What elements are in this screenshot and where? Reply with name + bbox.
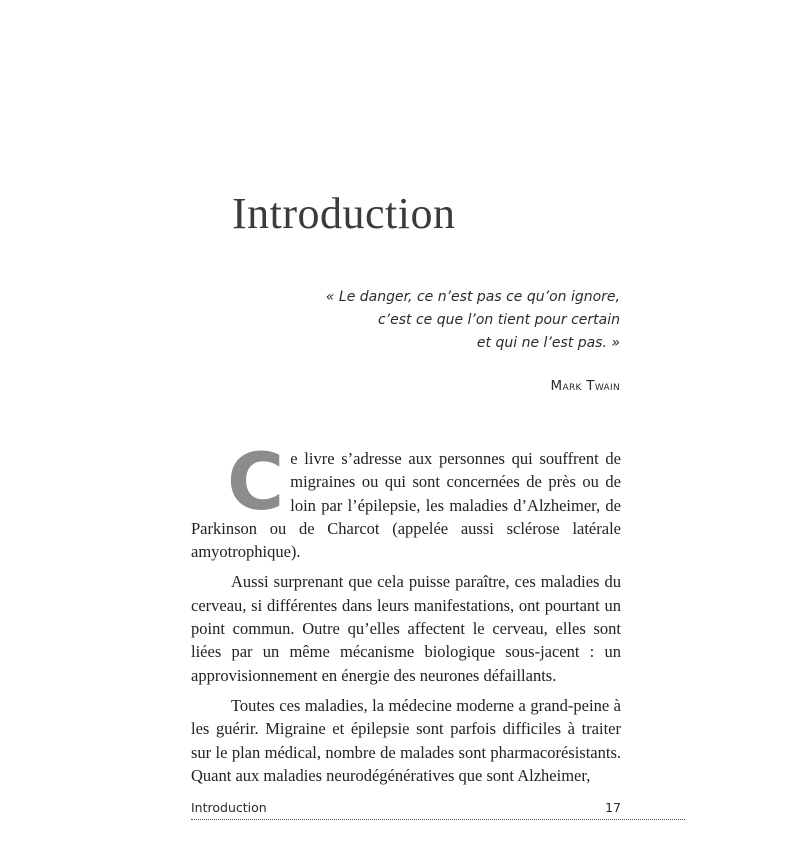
body-text xyxy=(191,438,621,794)
chapter-title: Introduction xyxy=(232,189,456,238)
epigraph-line: « Le danger, ce n’est pas ce qu’on ignore, xyxy=(325,289,620,305)
epigraph-line: et qui ne l’est pas. » xyxy=(476,335,620,351)
epigraph-line: c’est ce que l’on tient pour certain xyxy=(377,312,620,328)
epigraph xyxy=(326,286,620,355)
paragraph xyxy=(191,438,621,563)
epigraph-author: Mark Twain xyxy=(550,378,620,394)
paragraph: Aussi surprenant que cela puisse paraître, ces maladies du cerveau, si différentes dans leurs manifestations, ont pourtant un point commun. Outre qu’elles affectent le cerveau, elles sont liées par un même mécanisme biologique sous-jacent : un approvisionnement en énergie des neurones défaillants. xyxy=(191,572,621,685)
paragraph: Toutes ces maladies, la médecine moderne a grand-peine à les guérir. Migraine et épilepsie sont parfois difficiles à traiter sur le plan médical, nombre de malades sont pharmacorésistants. Quant aux maladies neurodégénératives que sont Alzheimer, xyxy=(191,695,621,785)
running-title: Introduction xyxy=(191,800,267,815)
page-number: 17 xyxy=(605,800,621,815)
paragraph-text: e livre s’adresse aux personnes qui souffrent de migraines ou qui sont concernées de près ou de loin par l’épilepsie, les maladies d’Alzheimer, de Parkinson ou de Charcot (appelée aussi sclérose latérale amyotrophique). xyxy=(191,449,621,562)
footer-divider xyxy=(191,819,685,820)
drop-cap: C xyxy=(227,438,285,528)
